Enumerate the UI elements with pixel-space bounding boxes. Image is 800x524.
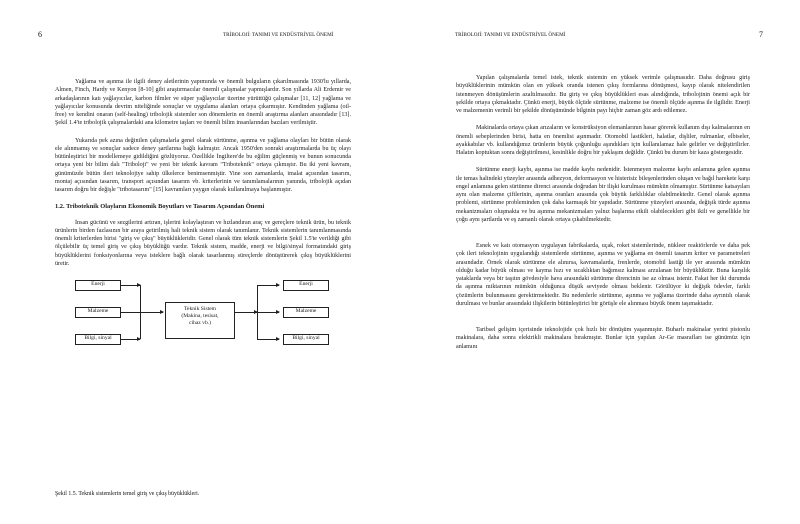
paragraph: Sürtünme enerji kaybı, aşınma ise madde kaybı nedenidir. İstenmeyen malzeme kaybı anlamına gelen aşınma ile temas halindeki yüzeyler arasında adhezyon, deformasyon ve histerisiz bileşenlerinden oluşan ve bağıl harekete karşı engel anlamına gelen sürtünme direnci arasında doğrudan bir ilişki kurulması mümkün olmamıştır. Sürtünme katsayıları aynı olan malzeme çiftlerinin, aşınma oranları arasında çok büyük farklılıklar olabilmektedir. Genel olarak aşınma problemi, sürtünme probleminden çok daha karmaşık bir yapıdadır. Sürtünme yüzeyleri arasında, değişik türde aşınma mekanizmaları oluşmakta ve bu aşınma mekanizmaları yalnız başlarına etkili olabilecekleri gibi ikili ve genellikle bir çoğu aynı şartlarda ve eş zamanlı olarak ortaya çıkabilmektedir. [456, 167, 750, 223]
paragraph: Yukarıda pek azına değinilen çalışmalarla genel olarak sürtünme, aşınma ve yağlama olayları bir bütün olarak ele alınmamış ve sonuçlar sadece deney şartlarına bağlı kalmıştır. Ancak 1950'den sonraki araştırmalarda bu üç olayı bütünleştirici bir modellemeye gidildiğini gözlüyoruz. Özellikle İngiltere'de bu eğilim güçlenmiş ve bunun sonucunda ortaya yeni bir bilim dalı "Triboloji" ve yeni bir teknik kavram "Triboteknik" ortaya çıkmıştır. Bu iki yeni kavram, günümüzde bütün ileri teknolojiye sahip ülkelerce benimsenmiştir. Yine son zamanlarda, imalat açısından tasarım, montaj açısından tasarım, transport açısından tasarım vb. kriterlerinin ve tanımlamalarının yanında, tribolojik açıdan tasarım doğru bir değişle "tribotasarım" [15] kavramları yaygın olarak kullanılmaya başlanmıştır. [55, 137, 351, 193]
left-body [55, 78, 351, 360]
system-diagram [55, 280, 351, 360]
paragraph: Makinalarda ortaya çıkan arızaların ve konstrüksiyon elemanlarının hasar görerek kullanım dışı kalmalarının en önemli sebeplerinden birisi, hatta en önemlisi aşınmadır. Otomobil lastikleri, halatlar, dişliler, rulmanlar, elbiseler, ayakkabılar vb. kullandığımız ürünlerin büyük çoğunluğu aşındıkları için kullanılamaz hale gelirler ve değiştirilirler. Halatın koptuktan sonra değiştirilmesi, kesinlikle doğru bir yaklaşım değildir. Çünkü bu durum bir kaza göstergesidir. [456, 125, 750, 156]
running-head: TRİBOLOJİ: TANIMI VE ENDÜSTRİYEL ÖNEMİ [223, 32, 334, 38]
output-arrow [257, 312, 279, 313]
input-material-box: Malzeme [75, 307, 121, 318]
right-body [456, 74, 750, 360]
figure-caption: Şekil 1.5. Teknik sistemlerin temel giriş ve çıkış büyüklükleri. [55, 491, 200, 497]
page-number: 6 [38, 30, 42, 39]
section-heading: 1.2. Triboteknik Olayların Ekonomik Boyutları ve Tasarım Açısından Önemi [55, 203, 265, 211]
page-number: 7 [759, 30, 763, 39]
technical-system-box [165, 302, 235, 339]
output-signal-box: Bilgi, sinyal [283, 334, 329, 345]
output-arrow [257, 339, 279, 340]
paragraph: Esnek ve katı otomasyon uygulayan fabrikalarda, uçak, roket sistemlerinde, nükleer reaktörlerde ve daha pek çok ileri teknolojinin uygulandığı sistemlerde sürtünme, aşınma ve yağlama en önemli tasarım kriter ve parametreleri arasındadır. Örnek olarak sürtünme ele alınırsa, kavramalarda, frenlerde, otomobil lastiği ile yer arasında mümkün olduğu kadar büyük olması ve kayma hızı ve sıcaklıktan bağımsız kalması arzulanan bir büyüklüktür. Buna karşılık yataklarda veya bir taşıtın gövdesiyle hava arasındaki sürtünme direncinin ise az olması istenir. Fakat her iki durumda da aşınma miktarının mümkün olduğunca düşük seviyede olması beklenir. Görülüyor ki değişik ödevler, farklı çözümlerin bulunmasını gerektirmektedir. Bu nedenlerle sürtünme, aşınma ve yağlama üzerinde daha ayrıntılı olarak durulması ve bunlar arasındaki ilişkilerin bütünleştirici bir görüşle ele alınması büyük önem taşımaktadır. [456, 243, 750, 307]
center-line: (Makina, tesisat, [181, 313, 219, 319]
output-arrow [257, 285, 279, 286]
output-line [235, 312, 257, 313]
paragraph: Yapılan çalışmalarda temel istek, teknik sistemin en yüksek verimle çalışmasıdır. Daha doğrusu giriş büyüklüklerinin mümkün olan en yüksek oranda istenen çıkış formlarına dönüşmesi, kayıp olarak nitelendirilen istenmeyen dönüşümlerin azaltılmasıdır. Bu giriş ve çıkış büyüklükleri esas alındığında, tribolojinin önemi açık bir şekilde ortaya çıkmaktadır. Çünkü enerji, büyük ölçüde sürtünme, malzeme ise önemli ölçüde aşınma ile ilgilidir. Enerji ve malzemenin verimli bir şekilde dönüşümünde bilginin payı hiçbir zaman göz ardı edilemez. [456, 75, 750, 114]
paragraph: İnsan gücünü ve sezgilerini artıran, işlerini kolaylaştıran ve hızlandıran araç ve gereçlere teknik ürün, bu teknik ürünlerin birden fazlasının bir araya getirilmiş hali teknik sistem olarak tanımlanır. Teknik sistemlerin tanımlanmasında önemli kriterlerden birisi "giriş ve çıkış" büyüklükleridir. Genel olarak tüm teknik sistemlerin Şekil 1.5'te verildiği gibi ölçülebilir üç temel giriş ve çıkış büyüklüğü vardır. Teknik sistem, madde, enerji ve bilgi/sinyal formatındaki giriş büyüklüklerini fonksiyonlarına veya isteklere bağlı olarak tasarlanmış süreçlerde dönüştürerek çıkış büyüklüklerini üretir. [55, 219, 351, 267]
output-energy-box: Enerji [283, 280, 329, 291]
input-energy-box: Enerji [75, 280, 121, 291]
input-line [120, 285, 140, 286]
output-material-box: Malzeme [283, 307, 329, 318]
paragraph: Taribsel gelişim içerisinde teknolojide çok hızlı bir dönüşüm yaşanmıştır. Buharlı makinalar yerini pistonlu makinalara, daha sonra elektrikli makinalara bırakmıştır. Bunlar için yapılan Ar-Ge masrafları ise günümüz için anlamını [456, 327, 750, 350]
input-arrow [120, 312, 163, 313]
input-signal-box: Bilgi, sinyal [75, 334, 121, 345]
right-page [400, 0, 800, 524]
center-line: cihaz vb.) [188, 320, 212, 326]
running-head: TRİBOLOJİ: TANIMI VE ENDÜSTRİYEL ÖNEMİ [455, 32, 566, 38]
paragraph: Yağlama ve aşınma ile ilgili deney aletlerinin yapımında ve önemli bulguların çıkarılmasında 1930'lu yıllarda, Almen, Finch, Hardy ve Kenyon [8-10] gibi araştırmacılar önemli çalışmalar yapmışlardır. Son yıllarda Ali Erdemir ve arkadaşlarının katı yağlayıcılar, karbon filmler ve süper yağlayıcılar üzerine yürüttüğü çalışmalar [11, 12] yağlama ve yağlayıcılar konusunda devrim niteliğinde sonuçlar ve uygulama alanları ortaya çıkarmıştır. Kendinden yağlama (oil-free) ve kendini onaran (self-healing) tribolojik sistemler son dönemlerin en önemli araştırma alanları arasındadır [13]. Şekil 1.4'te tribolojik çalışmalardaki ana kilometre taşları ve önemli bilim insanlarından bazıları verilmiştir. [55, 79, 351, 127]
input-line [120, 339, 140, 340]
center-line: Teknik Sistem [183, 306, 217, 312]
